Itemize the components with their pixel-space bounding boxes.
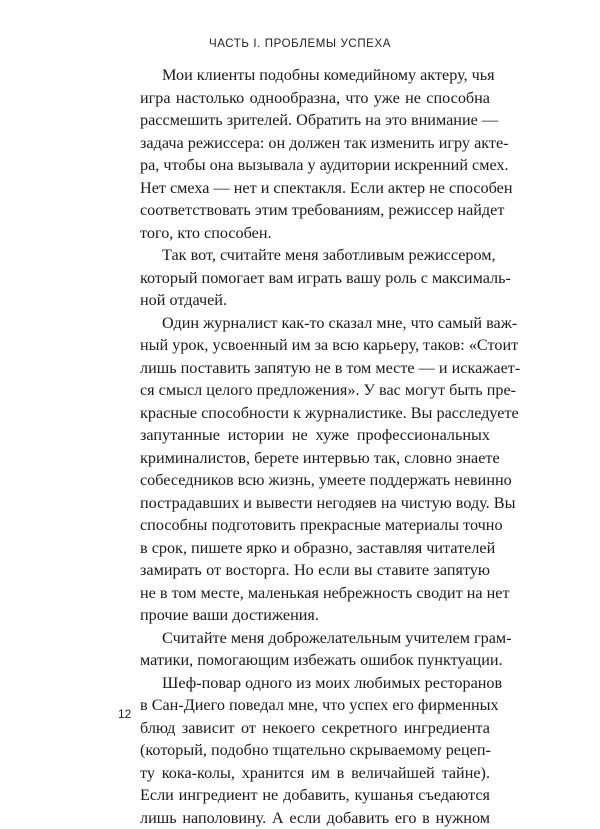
text-line: соответствовать этим требованиям, режиссер найдет bbox=[118, 199, 490, 222]
text-line: ту кока-колы, хранится им в величайшей тайне). bbox=[118, 762, 490, 785]
paragraph bbox=[118, 312, 490, 627]
text-line: красные способности к журналистике. Вы расследуете bbox=[118, 402, 490, 425]
text-line: собеседников всю жизнь, умеете поддержать невинно bbox=[118, 469, 490, 492]
paragraph bbox=[118, 672, 490, 829]
text-line: Мои клиенты подобны комедийному актеру, чья bbox=[118, 64, 490, 87]
text-line: в Сан-Диего поведал мне, что успех его фирменных bbox=[118, 694, 490, 717]
text-line: ра, чтобы она вызывала у аудитории искренний смех. bbox=[118, 154, 490, 177]
text-line: способны подготовить прекрасные материалы точно bbox=[118, 514, 490, 537]
text-line: (который, подобно тщательно скрываемому рецеп- bbox=[118, 739, 490, 762]
text-line: криминалистов, берете интервью так, словно знаете bbox=[118, 447, 490, 470]
text-line: замирать от восторга. Но если вы ставите запятую bbox=[118, 559, 490, 582]
text-line: блюд зависит от некоего секретного ингредиента bbox=[118, 717, 490, 740]
text-line: Нет смеха — нет и спектакля. Если актер не способен bbox=[118, 177, 490, 200]
text-line: матики, помогающим избежать ошибок пунктуации. bbox=[118, 649, 490, 672]
page-number: 12 bbox=[118, 707, 131, 721]
paragraph bbox=[118, 627, 490, 672]
text-line: лишь поставить запятую не в том месте — и искажает- bbox=[118, 357, 490, 380]
text-line: Шеф-повар одного из моих любимых ресторанов bbox=[118, 672, 490, 695]
text-line: лишь наполовину. А если добавить его в нужном bbox=[118, 807, 490, 829]
text-line: в срок, пишете ярко и образно, заставляя читателей bbox=[118, 537, 490, 560]
text-line: ся смысл целого предложения». У вас могут быть пре- bbox=[118, 379, 490, 402]
text-line: который помогает вам играть вашу роль с максималь- bbox=[118, 267, 490, 290]
text-line: Один журналист как-то сказал мне, что самый важ- bbox=[118, 312, 490, 335]
text-line: Если ингредиент не добавить, кушанья съедаются bbox=[118, 784, 490, 807]
text-line: ный урок, усвоенный им за всю карьеру, таков: «Стоит bbox=[118, 334, 490, 357]
paragraph bbox=[118, 64, 490, 244]
text-line: Считайте меня доброжелательным учителем грам- bbox=[118, 627, 490, 650]
text-line: прочие ваши достижения. bbox=[118, 604, 490, 627]
text-line: того, кто способен. bbox=[118, 222, 490, 245]
text-line: Так вот, считайте меня заботливым режиссером, bbox=[118, 244, 490, 267]
text-line: пострадавших и вывести негодяев на чистую воду. Вы bbox=[118, 492, 490, 515]
running-head: ЧАСТЬ I. ПРОБЛЕМЫ УСПЕХА bbox=[0, 38, 600, 50]
text-line: рассмешить зрителей. Обратить на это внимание — bbox=[118, 109, 490, 132]
text-line: запутанные истории не хуже профессиональных bbox=[118, 424, 490, 447]
text-line: задача режиссера: он должен так изменить игру акте- bbox=[118, 132, 490, 155]
body-text bbox=[118, 64, 490, 829]
text-line: игра настолько однообразна, что уже не способна bbox=[118, 87, 490, 110]
text-line: ной отдачей. bbox=[118, 289, 490, 312]
text-line: не в том месте, маленькая небрежность сводит на нет bbox=[118, 582, 490, 605]
paragraph bbox=[118, 244, 490, 312]
